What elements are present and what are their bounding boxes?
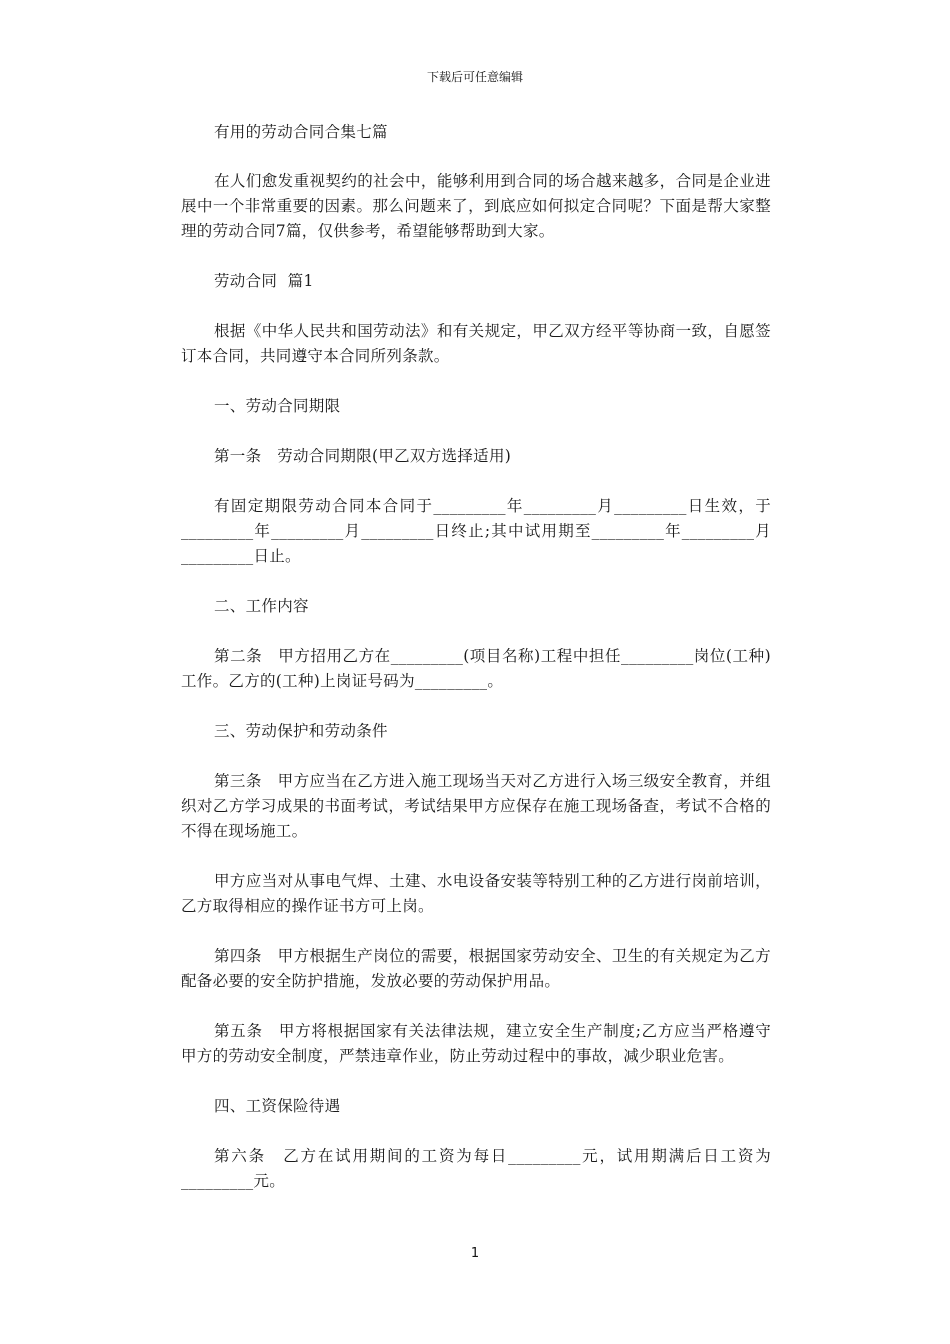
article-3: 第三条 甲方应当在乙方进入施工现场当天对乙方进行入场三级安全教育，并组织对乙方学习成果的书面考试，考试结果甲方应保存在施工现场备查，考试不合格的不得在现场施工。 bbox=[181, 772, 771, 840]
page-number: 1 bbox=[470, 1246, 480, 1261]
article-2: 第二条 甲方招用乙方在_________(项目名称)工程中担任_________岗位(工种)工作。乙方的(工种)上岗证号码为_________。 bbox=[181, 647, 771, 690]
document-title: 有用的劳动合同合集七篇 bbox=[214, 123, 388, 141]
fixed-term-paragraph: 有固定期限劳动合同本合同于_________年_________月_________日生效，于_________年_________月_________日终止;其中试用期至_________年_________月_________日止。 bbox=[181, 497, 771, 565]
article-6: 第六条 乙方在试用期间的工资为每日_________元，试用期满后日工资为_________元。 bbox=[181, 1147, 771, 1190]
article-1: 第一条 劳动合同期限(甲乙双方选择适用) bbox=[214, 447, 512, 465]
article-5: 第五条 甲方将根据国家有关法律法规，建立安全生产制度;乙方应当严格遵守甲方的劳动安全制度，严禁违章作业，防止劳动过程中的事故，减少职业危害。 bbox=[181, 1022, 771, 1065]
document-body bbox=[181, 120, 771, 1194]
chapter-heading-4: 四、工资保险待遇 bbox=[214, 1097, 341, 1115]
chapter-heading-1: 一、劳动合同期限 bbox=[214, 397, 341, 415]
preamble-paragraph: 根据《中华人民共和国劳动法》和有关规定，甲乙双方经平等协商一致，自愿签订本合同，共同遵守本合同所列条款。 bbox=[181, 322, 771, 365]
intro-paragraph: 在人们愈发重视契约的社会中，能够利用到合同的场合越来越多，合同是企业进展中一个非常重要的因素。那么问题来了，到底应如何拟定合同呢？下面是帮大家整理的劳动合同7篇，仅供参考，希望能够帮助到大家。 bbox=[181, 172, 771, 240]
article-3-continued: 甲方应当对从事电气焊、土建、水电设备安装等特别工种的乙方进行岗前培训，乙方取得相应的操作证书方可上岗。 bbox=[181, 872, 771, 915]
chapter-heading-3: 三、劳动保护和劳动条件 bbox=[214, 722, 388, 740]
article-4: 第四条 甲方根据生产岗位的需要，根据国家劳动安全、卫生的有关规定为乙方配备必要的安全防护措施，发放必要的劳动保护用品。 bbox=[181, 947, 771, 990]
page-header: 下载后可任意编辑 bbox=[426, 70, 523, 84]
section-heading: 劳动合同 篇1 bbox=[214, 272, 314, 290]
chapter-heading-2: 二、工作内容 bbox=[214, 597, 309, 615]
